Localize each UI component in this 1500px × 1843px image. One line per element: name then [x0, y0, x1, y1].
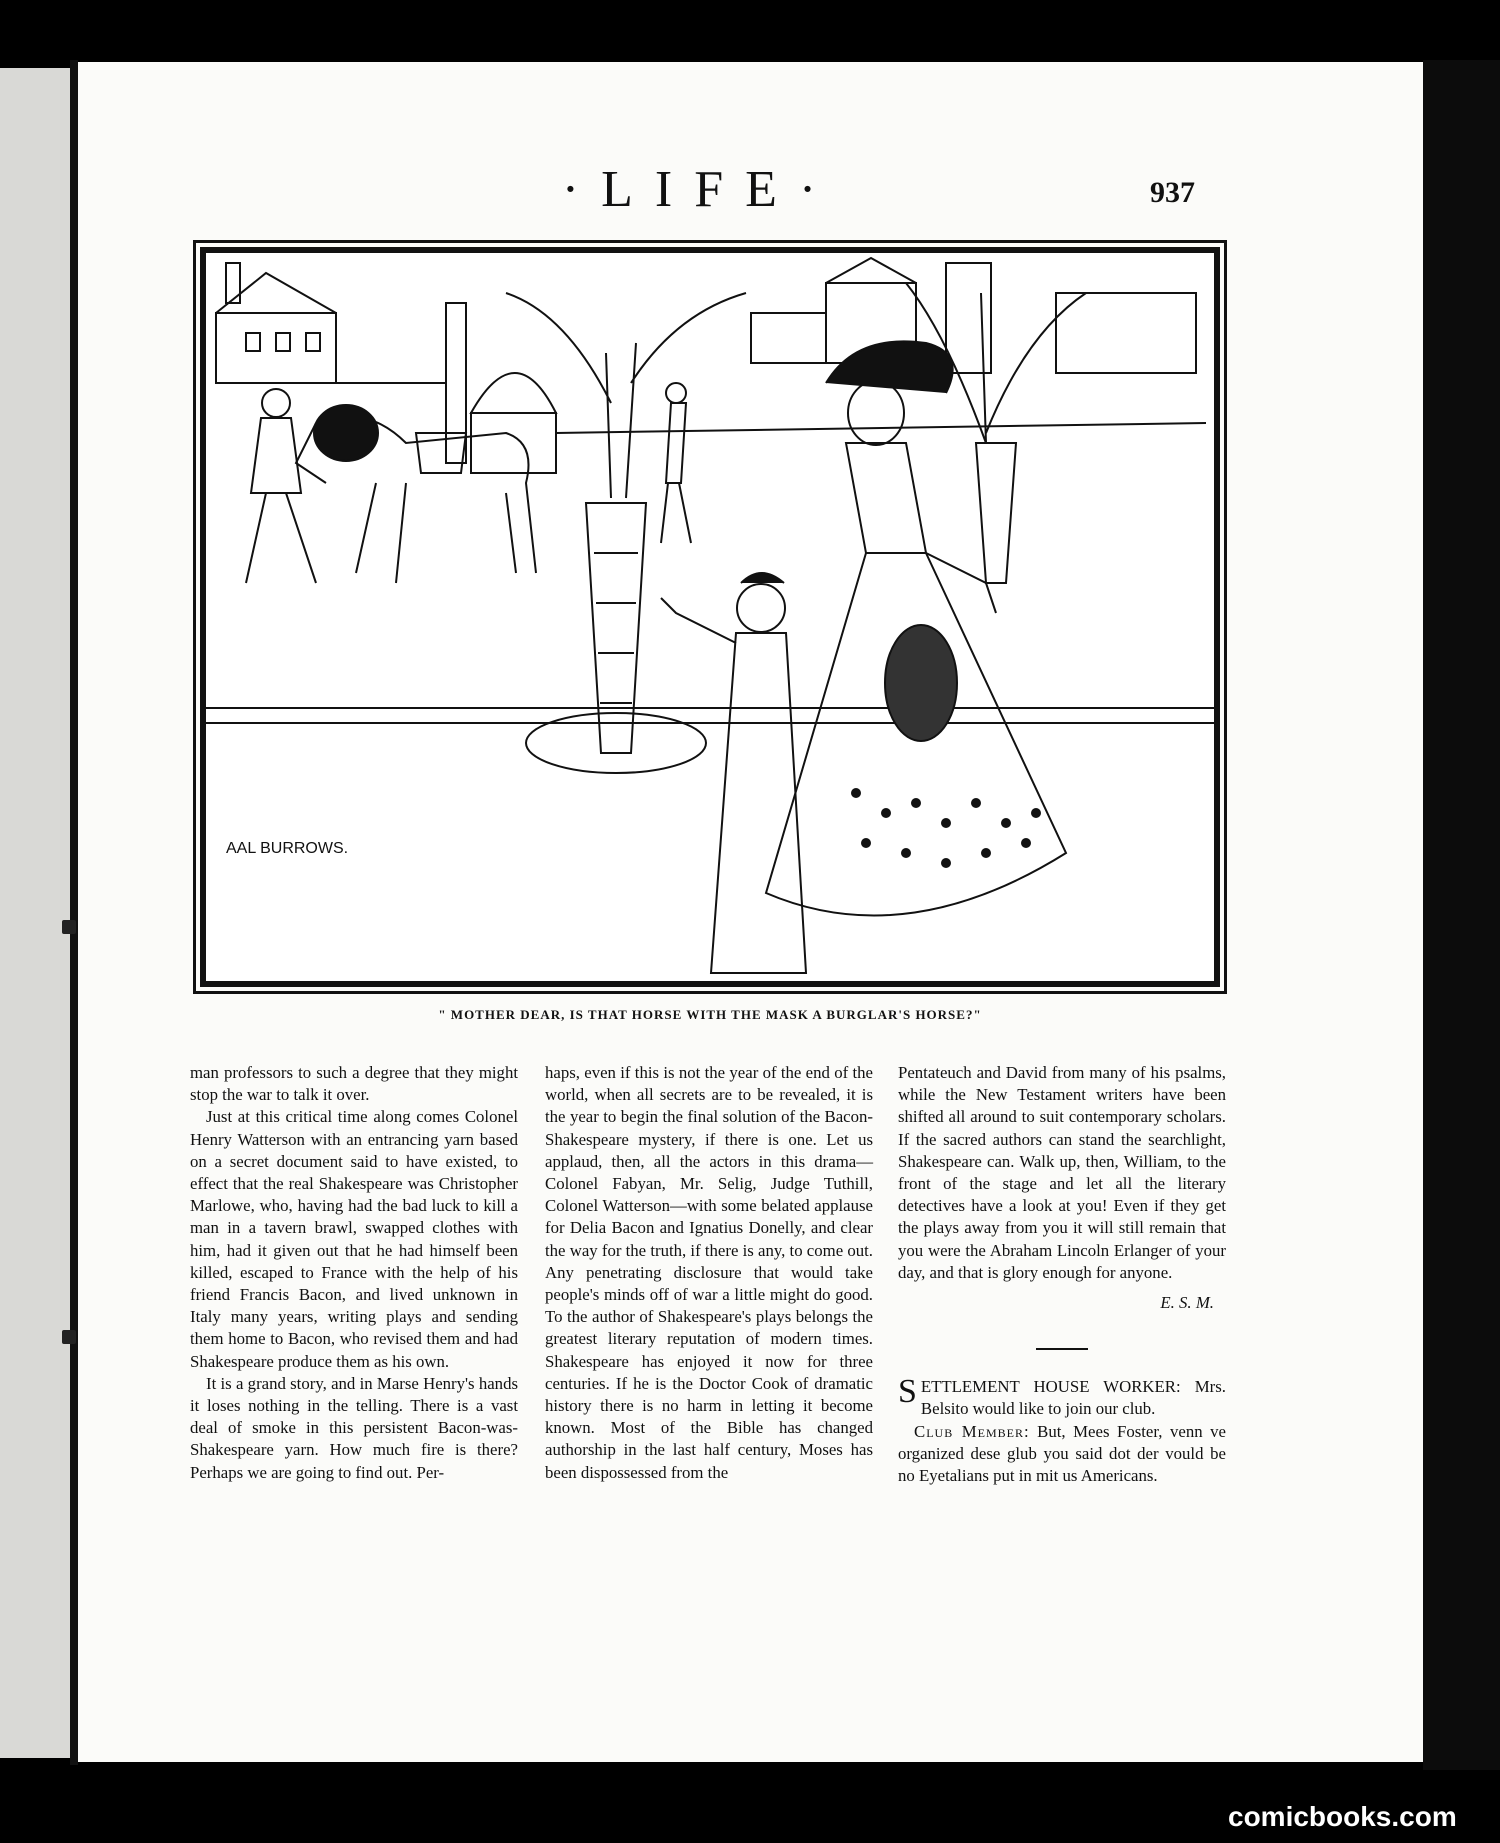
groom-head: [262, 389, 290, 417]
joke-line-1: [898, 1373, 1226, 1420]
child-head: [737, 584, 785, 632]
previous-page-edge: [0, 68, 73, 1758]
section-divider: [1036, 1348, 1088, 1350]
joke-speaker-2: Club Member:: [914, 1421, 1030, 1441]
drop-cap: S: [898, 1373, 917, 1411]
artist-signature: AAL BURROWS.: [226, 840, 349, 857]
joke-line-2: [898, 1421, 1226, 1488]
joke-text-1: Mrs. Belsito would like to join our club.: [920, 1377, 1226, 1419]
site-watermark: comicbooks.com: [1228, 1801, 1457, 1832]
mother-bodice: [846, 443, 926, 553]
joke-speaker-1: ETTLEMENT HOUSE WORKER:: [920, 1377, 1181, 1397]
chimney: [226, 263, 240, 303]
cartoon-caption: " MOTHER DEAR, IS THAT HORSE WITH THE MASK A BURGLAR'S HORSE?": [438, 1007, 982, 1022]
joke-text-2: But, Mees Foster, venn ve organized dese glub you said dot der vould be no Eyetalians put in mit us Americans.: [898, 1421, 1226, 1486]
tree-guard-center: [586, 503, 646, 753]
author-initials: E. S. M.: [1160, 1293, 1214, 1313]
article-column-2: [545, 1062, 873, 1484]
horse-mask: [314, 405, 378, 461]
scan-border: [1423, 60, 1500, 1770]
article-paragraph: haps, even if this is not the year of the end of the world, when all secrets are to be revealed, it is the year to begin the final solution of the Bacon-Shakespeare mystery, if there is one. Let us applaud, then, all the actors in this drama—Colonel Fabyan, Mr. Selig, Judge Tuthill, Colonel Watterson—with some belated applause for Delia Bacon and Ignatius Donelly, and clear the way for the truth, if there is any, to come out. Any penetrating disclosure that would take people's minds off of war a little might do good. To the author of Shakespeare's plays belongs the greatest literary reputation of modern times. Shakespeare has enjoyed it now for three centuries. If he is the Doctor Cook of dramatic history there is no harm in letting it become known. Most of the Bible has changed authorship in the last half century, Moses has been dispossessed from the: [545, 1063, 873, 1482]
article-paragraph: man professors to such a degree that they might stop the war to talk it over.: [190, 1063, 518, 1105]
article-paragraph: It is a grand story, and in Marse Henry's hands it loses nothing in the telling. There is a vast deal of smoke in this persistent Bacon-was-Shakespeare yarn. How much fire is there? Perhaps we are going to find out. Per-: [190, 1373, 518, 1482]
cartoon-drawing: [206, 253, 1214, 981]
article-paragraph: Pentateuch and David from many of his psalms, while the New Testament writers have been shifted all around to suit contemporary scholars. If the sacred authors can stand the searchlight, Shakespeare can. Walk up, then, William, to the front of the stage and let all the literary detectives have a look at you! Even if they get the plays away from you it will still remain that you were the Abraham Lincoln Erlanger of your day, and that is glory enough for anyone.: [898, 1063, 1226, 1282]
player-head: [666, 383, 686, 403]
gate-arch: [471, 373, 556, 413]
mother-face: [848, 381, 904, 445]
binding-staple: [62, 1330, 76, 1344]
binding-gutter: [70, 60, 78, 1765]
page-number: 937: [1150, 176, 1195, 209]
tudor-roof: [216, 273, 336, 313]
mother-hat: [826, 341, 953, 393]
tree-center: [506, 293, 746, 498]
child-pointing-arm: [661, 598, 736, 643]
cartoon-illustration: [200, 247, 1220, 987]
binding-staple: [62, 920, 76, 934]
column-building: [946, 263, 991, 373]
handbag: [885, 625, 957, 741]
magazine-title: ·LIFE·: [561, 161, 839, 218]
article-column-3: [898, 1062, 1226, 1487]
article-column-1: [190, 1062, 518, 1484]
article-paragraph: Just at this critical time along comes Colonel Henry Watterson with an entrancing yarn based on a secret document said to have existed, to effect that the real Shakespeare was Christopher Marlowe, who, having had the bad luck to kill a man in a tavern brawl, swapped clothes with him, had it given out that he had himself been killed, escaped to France with the help of his friend Francis Bacon, and lived unknown in Italy many years, writing plays and sending them home to Bacon, who revised them and had Shakespeare produce them as his own.: [190, 1107, 518, 1371]
tree-guard-right: [976, 443, 1016, 583]
